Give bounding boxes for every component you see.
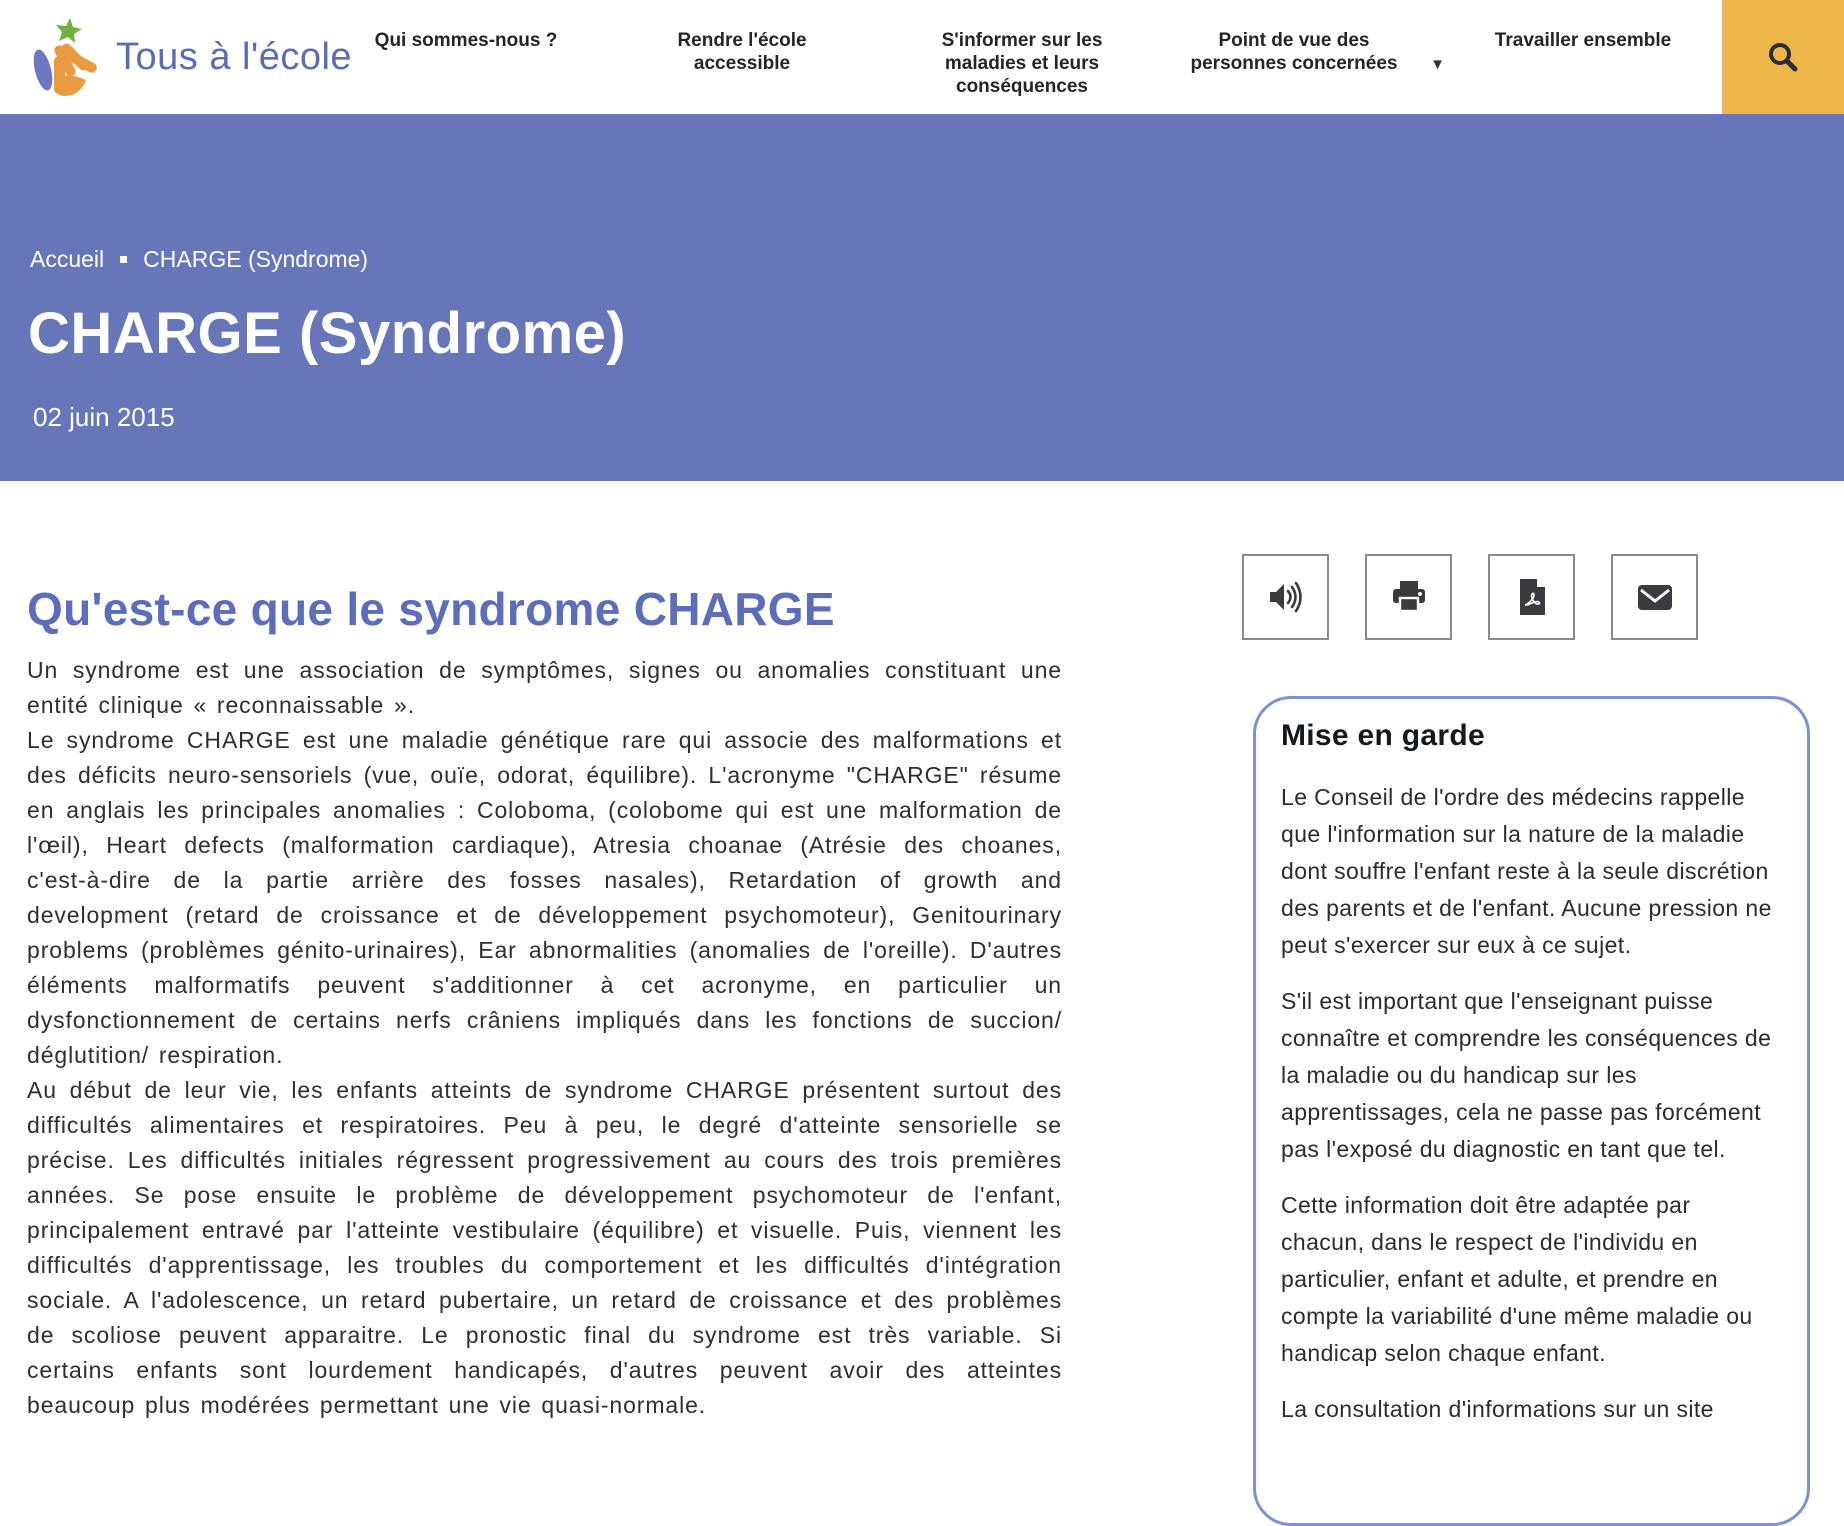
search-icon [1766,40,1800,74]
chevron-down-icon: ▼ [1430,56,1445,73]
nav-item-point-de-vue[interactable] [1169,30,1445,76]
article-paragraph: Le syndrome CHARGE est une maladie génétique rare qui associe des malformations et des déficits neuro-sensoriels (vue, ouïe, odorat, équilibre). L'acronyme "CHARGE" résume en anglais les principales anomalies : Coloboma, (colobome qui est une malformation de l'œil), Heart defects (malformation cardiaque), Atresia choanae (Atrésie des choanes, c'est-à-dire de la partie arrière des fosses nasales), Retardation of growth and development (retard de croissance et de développement psychomoteur), Genitourinary problems (problèmes génito-urinaires), Ear abnormalities (anomalies de l'oreille). D'autres éléments malformatifs peuvent s'additionner à cet acronyme, en particulier un dysfonctionnement de certains nerfs crâniens impliqués dans les fonctions de succion/ déglutition/ respiration. [27,726,1062,1068]
brand-name: Tous à l'école [116,35,353,78]
breadcrumb-home-link[interactable]: Accueil [30,246,105,272]
main-content [0,481,1844,1482]
warning-paragraph: Cette information doit être adaptée par chacun, dans le respect de l'individu en particulier, enfant et adulte, et prendre en compte la variabilité d'une même maladie ou handicap selon chaque enfant. [1281,1192,1753,1366]
nav-item-s-informer-maladies[interactable]: S'informer sur les maladies et leurs conséquences [941,30,1103,97]
download-pdf-button[interactable] [1488,554,1575,640]
article-heading: Qu'est-ce que le syndrome CHARGE [27,583,835,635]
publish-date: 02 juin 2015 [33,402,175,432]
search-button[interactable] [1722,0,1844,114]
article-paragraph: Au début de leur vie, les enfants atteints de syndrome CHARGE présentent surtout des difficultés alimentaires et respiratoires. Peu à peu, le degré d'atteinte sensorielle se précise. Les difficultés initiales régressent progressivement au cours des trois premières années. Se pose ensuite le problème de développement psychomoteur de l'enfant, principalement entravé par l'atteinte vestibulaire (équilibre) et visuelle. Puis, viennent les difficultés d'apprentissage, les troubles du comportement et les difficultés d'intégration sociale. A l'adolescence, un retard pubertaire, un retard de croissance et des problèmes de scoliose peuvent apparaitre. Le pronostic final du syndrome est très variable. Si certains enfants sont lourdement handicapés, d'autres peuvent avoir des atteintes beaucoup plus modérées permettant une vie quasi-normale. [27,1076,1062,1418]
nav-item-point-de-vue-label: Point de vue des personnes concernées [1190,30,1398,74]
article-column [27,581,1062,1423]
nav-item-rendre-ecole-accessible[interactable]: Rendre l'école accessible [677,30,807,74]
warning-paragraph: S'il est important que l'enseignant puisse connaître et comprendre les conséquences de la maladie ou du handicap sur les apprentissages, cela ne passe pas forcément pas l'exposé du diagnostic en tant que tel. [1281,988,1772,1162]
breadcrumb [30,246,368,273]
site-logo[interactable] [30,16,352,98]
share-actions-toolbar [1242,554,1698,640]
speaker-icon [1267,579,1305,615]
warning-paragraph: Le Conseil de l'ordre des médecins rappelle que l'information sur la nature de la maladie dont souffre l'enfant reste à la seule discrétion des parents et de l'enfant. Aucune pression ne peut s'exercer sur eux à ce sujet. [1281,784,1772,958]
printer-icon [1391,580,1427,614]
email-share-button[interactable] [1611,554,1698,640]
site-header [0,0,1844,114]
print-button[interactable] [1365,554,1452,640]
warning-title: Mise en garde [1281,719,1485,752]
article-paragraph: Un syndrome est une association de symptômes, signes ou anomalies constituant une entité clinique « reconnaissable ». [27,656,1062,718]
envelope-icon [1637,584,1673,611]
logo-hand-icon [30,16,104,98]
warning-callout [1253,696,1810,1526]
breadcrumb-current: CHARGE (Syndrome) [143,246,369,272]
breadcrumb-separator-icon [120,256,127,263]
pdf-file-icon [1517,578,1547,616]
warning-paragraph: La consultation d'informations sur un site [1281,1396,1714,1422]
page-title: CHARGE (Syndrome) [28,301,627,366]
article-body [27,653,1062,1423]
hero-banner [0,114,1844,481]
nav-item-qui-sommes-nous[interactable]: Qui sommes-nous ? [374,30,558,51]
listen-audio-button[interactable] [1242,554,1329,640]
nav-item-travailler-ensemble[interactable]: Travailler ensemble [1494,30,1672,51]
